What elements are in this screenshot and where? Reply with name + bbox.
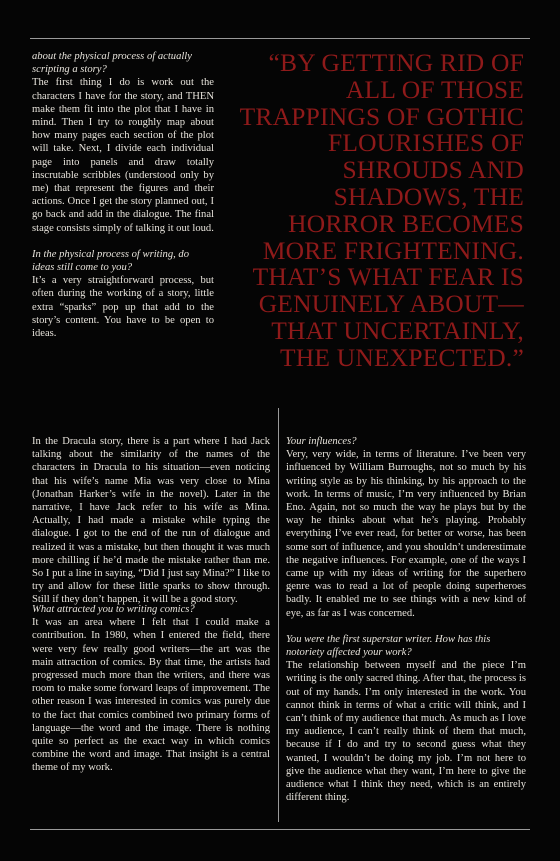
question-influences: Your influences? bbox=[286, 436, 357, 447]
qa-notoriety bbox=[286, 633, 526, 805]
answer-writing-continued: In the Dracula story, there is a part where I had Jack talking about the similarity of the names of the characters in Dracula to his situation—even noticing that his wife’s name Mia was very close to Mina (Jonathan Harker’s wife in the novel). Later in the narrative, I have Jack refer to his wife as Mina. Actually, I had made a mistake while typing the dialogue. I got to the end of the run of dialogue and realized it was a mistake, but then thought it was much more chilling if he’d made the mistake rather than me. So I put a line in saying, “Did I just say Mina?” I like to try and allow for these little sparks to show through. Still if they don’t happen, it will be a good story. bbox=[32, 436, 270, 606]
pull-quote: “BY GETTING RID OF ALL OF THOSE TRAPPINGS OF GOTHIC FLOURISHES OF SHROUDS AND SHADOWS, THE HORROR BECOMES MORE FRIGHTENING. THAT’S WHAT FEAR IS GENUINELY ABOUT—THAT UNCERTAINLY, THE UNEXPECTED.” bbox=[239, 48, 524, 372]
bottom-rule bbox=[30, 829, 530, 830]
answer-scripting: The first thing I do is work out the characters I have for the story, and THEN make them fit into the plot that I have in mind. Then I try to roughly map about how many pages each section of the plot will take. Next, I divide each individual page into panels and draw totally inscrutable scribbles (understood only by me) that represent the figures and their actions. Once I get the story planned out, I go back and add in the dialogue. The final stage consists simply of talking it out loud. bbox=[32, 77, 214, 234]
column-divider bbox=[278, 408, 279, 822]
right-column bbox=[286, 435, 526, 817]
top-rule bbox=[30, 38, 530, 39]
qa-influences bbox=[286, 435, 526, 620]
question-notoriety: You were the first superstar writer. How has this notoriety affected your work? bbox=[286, 633, 491, 659]
qa-writing bbox=[32, 248, 214, 340]
question-scripting: about the physical process of actually scripting a story? bbox=[32, 51, 192, 76]
qa-scripting bbox=[32, 50, 214, 235]
question-writing: In the physical process of writing, do ideas still come to you? bbox=[32, 248, 190, 274]
qa-comics bbox=[32, 603, 270, 775]
left-column bbox=[32, 50, 214, 353]
answer-influences: Very, very wide, in terms of literature. I’ve been very influenced by William Burroughs, not so much by his writing style as by his thinking, by his approach to the work. In terms of music, I’m very influenced by Brian Eno. Again, not so much the way he plays but by the way he thinks about what he’s playing. Probably everything I’ve ever read, for better or worse, has been some sort of influence, and you shouldn’t underestimate the negative influences. For example, one of the ways I came up with my ideas of writing for the superhero genre was to read a lot of people doing superheroes badly. It enabled me to see things with a new kind of eye, as far as I was concerned. bbox=[286, 449, 526, 619]
answer-writing: It’s a very straightforward process, but often during the working of a story, little extra “sparks” pop up that add to the story’s content. You have to be open to ideas. bbox=[32, 275, 214, 340]
answer-notoriety: The relationship between myself and the piece I’m writing is the only sacred thing. After that, the process is out of my hands. I’m only interested in the work. You cannot think in terms of what a critic will think, and I can’t think of my audience that much. As much as I love my audience, I can’t really think of them that much, because if I do and try to second guess what they wanted, I wouldn’t be doing my job. I’m not here to give the audience what they want, I’m here to give the audience what I think they need, which is an entirely different thing. bbox=[286, 660, 526, 804]
answer-comics: It was an area where I felt that I could make a contribution. In 1980, when I entered the field, there were very few really good writers—the art was the main attraction of comics. By that time, the artists had progressed much more than the writers, and there was room to make some forward leaps of improvement. The other reason I was interested in comics was purely due to the fact that comics combined two primary forms of language—the word and the image. There is nothing quite so perfect as the exact way in which comics combine the word and image. That insight is a central theme of my work. bbox=[32, 617, 270, 774]
question-comics: What attracted you to writing comics? bbox=[32, 604, 195, 615]
